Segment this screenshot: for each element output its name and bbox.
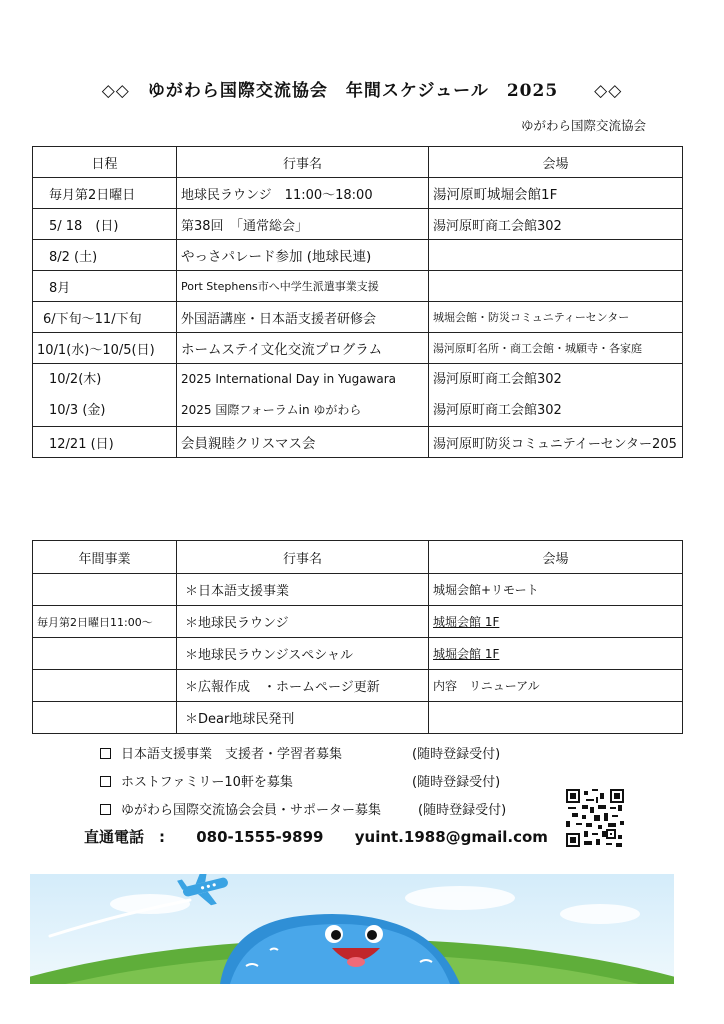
recruit-text: ホストファミリー10軒を募集 bbox=[121, 775, 293, 790]
schedule-table bbox=[32, 146, 683, 458]
smiling-earth-with-airplane-illustration bbox=[30, 874, 674, 984]
recruit-item bbox=[100, 743, 501, 762]
table-row bbox=[33, 606, 683, 638]
period-cell: 毎月第2日曜日11:00～ bbox=[33, 606, 177, 638]
event-cell: 地球民ラウンジ 11:00～18:00 bbox=[177, 178, 429, 209]
recruit-item bbox=[100, 799, 507, 818]
table-row bbox=[33, 271, 683, 302]
table-row bbox=[33, 333, 683, 364]
contact-info bbox=[84, 826, 574, 847]
column-header-event: 行事名 bbox=[177, 541, 429, 574]
period-cell bbox=[33, 574, 177, 606]
recruit-text: ゆがわら国際交流協会会員・サポーター募集 bbox=[121, 803, 382, 818]
date-cell: 12/21 (日) bbox=[33, 427, 177, 458]
date-cell: 8月 bbox=[33, 271, 177, 302]
event-cell: Port Stephens市へ中学生派遣事業支援 bbox=[177, 271, 429, 302]
table-row bbox=[33, 302, 683, 333]
recruit-text: 日本語支援事業 支援者・学習者募集 bbox=[121, 747, 343, 762]
date-cell: 毎月第2日曜日 bbox=[33, 178, 177, 209]
qr-code-icon bbox=[566, 789, 624, 847]
recruit-item bbox=[100, 771, 501, 790]
venue-cell: 城堀会館 1F bbox=[429, 638, 683, 670]
table-row bbox=[33, 427, 683, 458]
event-cell: 会員親睦クリスマス会 bbox=[177, 427, 429, 458]
venue-cell: 内容 リニューアル bbox=[429, 670, 683, 702]
checkbox-icon bbox=[100, 804, 111, 815]
table-row bbox=[33, 364, 683, 427]
table-row bbox=[33, 670, 683, 702]
venue-cell: 湯河原町防災コミュニテイーセンター205 bbox=[429, 427, 683, 458]
checkbox-icon bbox=[100, 776, 111, 787]
date-cell: 6/下旬～11/下旬 bbox=[33, 302, 177, 333]
table-row bbox=[33, 209, 683, 240]
period-cell bbox=[33, 702, 177, 734]
table-row bbox=[33, 240, 683, 271]
annual-program-table bbox=[32, 540, 683, 734]
venue-cell bbox=[429, 271, 683, 302]
event-cell: ＊Dear地球民発刊 bbox=[177, 702, 429, 734]
event-cell: ＊日本語支援事業 bbox=[177, 574, 429, 606]
venue-line: 湯河原町商工会館302 bbox=[433, 372, 562, 387]
table-row bbox=[33, 574, 683, 606]
recruit-note: (随時登録受付) bbox=[412, 775, 501, 790]
venue-line: 湯河原町商工会館302 bbox=[433, 403, 562, 418]
column-header-venue: 会場 bbox=[429, 147, 683, 178]
period-cell bbox=[33, 638, 177, 670]
venue-cell: 湯河原町名所・商工会館・城願寺・各家庭 bbox=[429, 333, 683, 364]
recruit-note: (随時登録受付) bbox=[412, 747, 501, 762]
date-line: 10/2(木) bbox=[49, 372, 102, 387]
event-line: 2025 International Day in Yugawara bbox=[181, 372, 397, 386]
event-cell: 外国語講座・日本語支援者研修会 bbox=[177, 302, 429, 333]
table-row bbox=[33, 702, 683, 734]
email-address[interactable]: yuint.1988@gmail.com bbox=[354, 828, 548, 846]
venue-cell: 城堀会館 1F bbox=[429, 606, 683, 638]
date-cell: 8/2 (土) bbox=[33, 240, 177, 271]
column-header-annual-program: 年間事業 bbox=[33, 541, 177, 574]
recruit-note: (随時登録受付) bbox=[418, 803, 507, 818]
venue-cell: 城堀会館・防災コミュニティーセンター bbox=[429, 302, 683, 333]
event-cell: ＊地球民ラウンジ bbox=[177, 606, 429, 638]
venue-cell: 湯河原町商工会館302 bbox=[429, 209, 683, 240]
phone-number[interactable]: 080-1555-9899 bbox=[196, 828, 324, 846]
event-cell: 第38回 「通常総会」 bbox=[177, 209, 429, 240]
date-cell: 10/1(水)～10/5(日) bbox=[33, 333, 177, 364]
event-line: 2025 国際フォーラムin ゆがわら bbox=[181, 403, 362, 417]
table-header-row bbox=[33, 541, 683, 574]
date-cell: 5/ 18 (日) bbox=[33, 209, 177, 240]
event-cell: やっさパレード参加 (地球民連) bbox=[177, 240, 429, 271]
column-header-venue: 会場 bbox=[429, 541, 683, 574]
contact-label: 直通電話 : bbox=[84, 828, 165, 846]
venue-cell: 城堀会館+リモート bbox=[429, 574, 683, 606]
checkbox-icon bbox=[100, 748, 111, 759]
venue-cell: 湯河原町城堀会館1F bbox=[429, 178, 683, 209]
venue-cell bbox=[429, 240, 683, 271]
table-header-row bbox=[33, 147, 683, 178]
column-header-event: 行事名 bbox=[177, 147, 429, 178]
date-cell bbox=[33, 364, 177, 427]
table-row bbox=[33, 638, 683, 670]
date-line: 10/3 (金) bbox=[49, 403, 106, 418]
table-row bbox=[33, 178, 683, 209]
event-cell: ホームステイ文化交流プログラム bbox=[177, 333, 429, 364]
period-cell bbox=[33, 670, 177, 702]
page-title: ◇◇ ゆがわら国際交流協会 年間スケジュール 2025 ◇◇ bbox=[101, 81, 623, 101]
event-cell bbox=[177, 364, 429, 427]
organization-name: ゆがわら国際交流協会 bbox=[520, 118, 646, 133]
event-cell: ＊地球民ラウンジスペシャル bbox=[177, 638, 429, 670]
venue-cell bbox=[429, 364, 683, 427]
event-cell: ＊広報作成 ・ホームページ更新 bbox=[177, 670, 429, 702]
column-header-date: 日程 bbox=[33, 147, 177, 178]
venue-cell bbox=[429, 702, 683, 734]
